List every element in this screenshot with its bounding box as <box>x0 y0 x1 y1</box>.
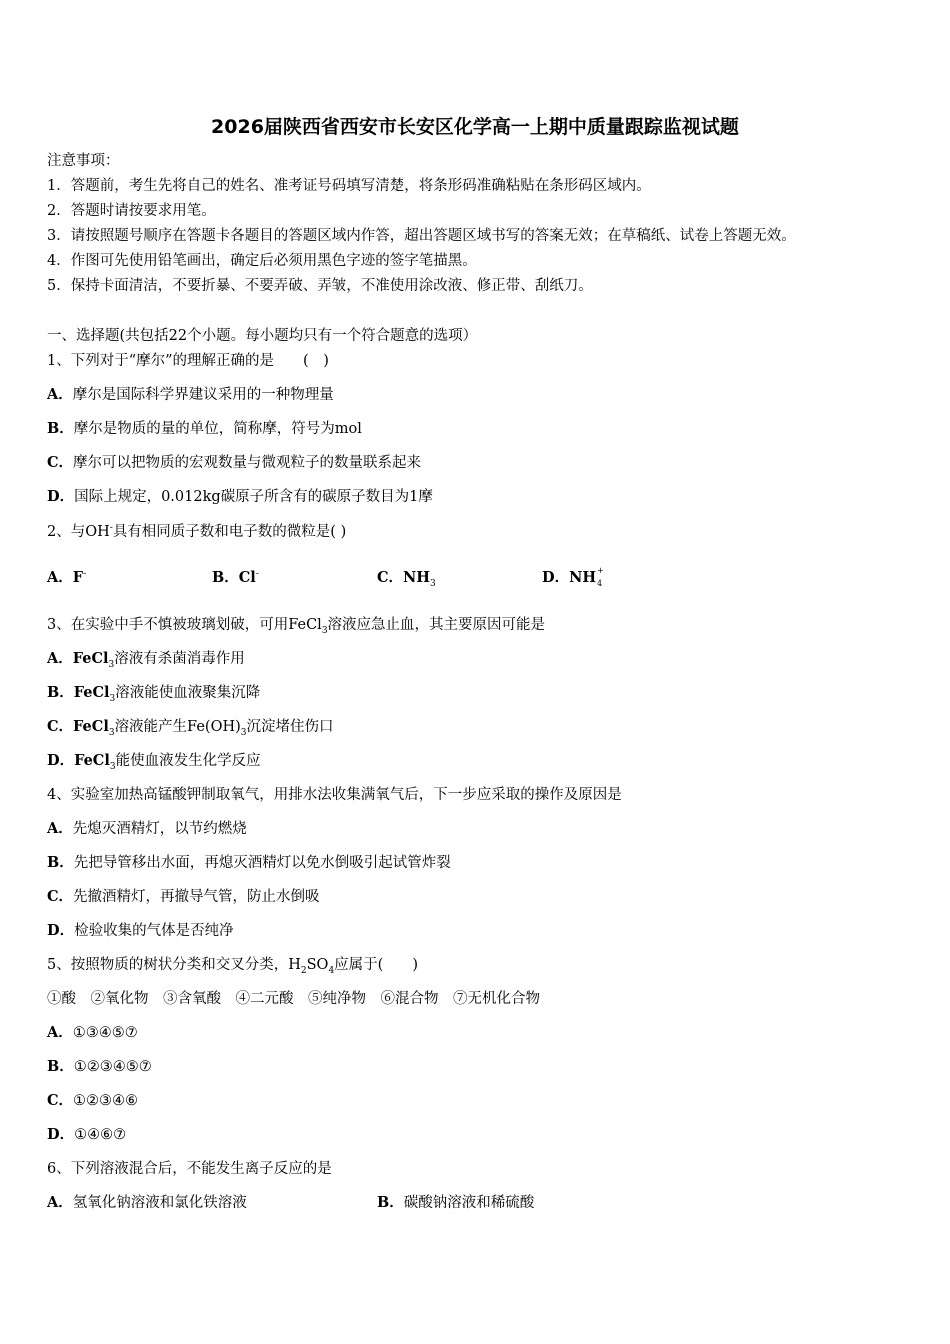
option-item <box>47 1057 152 1077</box>
formula: FeCl <box>74 752 110 769</box>
option-text: 摩尔可以把物质的宏观数量与微观粒子的数量联系起来 <box>73 455 422 471</box>
option-label: C． <box>47 718 74 735</box>
option-item <box>47 751 261 771</box>
option-text: 国际上规定，0.012kg碳原子所含有的碳原子数目为1摩 <box>74 489 433 505</box>
option-item <box>377 568 436 588</box>
option-text: NH <box>569 569 597 586</box>
option-text: 溶液能使血液聚集沉降 <box>115 685 261 701</box>
option-sup: - <box>255 569 259 580</box>
stem-part: 应属于( ) <box>334 957 418 973</box>
option-label: C． <box>377 569 404 586</box>
option-label: A． <box>47 650 73 667</box>
option-text: 先撤酒精灯，再撤导气管，防止水倒吸 <box>73 889 320 905</box>
option-label: D． <box>47 488 75 505</box>
stem-part: 溶液应急止血，其主要原因可能是 <box>327 617 546 633</box>
option-item <box>47 568 86 588</box>
option-text: F <box>72 569 84 586</box>
option-item <box>47 921 234 941</box>
option-text: ①④⑥⑦ <box>74 1127 127 1143</box>
option-label: B． <box>212 569 239 586</box>
notice-heading: 注意事项： <box>47 153 120 169</box>
formula-sub: 3 <box>109 761 116 772</box>
option-text: 碳酸钠溶液和稀硫酸 <box>403 1195 535 1211</box>
stem-sup: - <box>109 523 113 534</box>
notice-item: 4．作图可先使用铅笔画出，确定后必须用黑色字迹的签字笔描黑。 <box>47 253 477 269</box>
stem-sub: 4 <box>328 965 335 976</box>
option-label: D． <box>47 752 75 769</box>
stem-part: 2、与OH <box>47 524 110 540</box>
notice-item: 3．请按照题号顺序在答题卡各题目的答题区域内作答，超出答题区域书写的答案无效；在草稿纸、试卷上答题无效。 <box>47 228 796 244</box>
option-label: C． <box>47 888 74 905</box>
formula-sub: 3 <box>109 693 116 704</box>
option-sub: 4 <box>597 579 603 588</box>
option-text: 溶液能产生Fe(OH) <box>114 719 241 735</box>
option-item <box>47 1193 247 1213</box>
option-item <box>47 717 334 737</box>
formula: FeCl <box>73 718 109 735</box>
stem-sub: 3 <box>321 625 328 636</box>
option-item <box>212 568 259 588</box>
stem-part: 5、按照物质的树状分类和交叉分类，H <box>47 957 301 973</box>
option-label: D． <box>47 922 75 939</box>
option-label: A． <box>47 1024 73 1041</box>
stem-part: 3、在实验中手不慎被玻璃划破，可用FeCl <box>47 617 322 633</box>
option-label: A． <box>47 1194 73 1211</box>
question-stem: 6、下列溶液混合后，不能发生离子反应的是 <box>47 1161 332 1177</box>
option-item <box>47 385 334 405</box>
option-label: A． <box>47 386 73 403</box>
notice-item: 5．保持卡面清洁，不要折暴、不要弄破、弄皱，不准使用涂改液、修正带、刮纸刀。 <box>47 278 593 294</box>
option-label: B． <box>47 684 74 701</box>
option-text: 溶液有杀菌消毒作用 <box>114 651 245 667</box>
option-sub: 3 <box>430 578 436 589</box>
option-text: Cl <box>238 569 256 586</box>
option-item <box>377 1193 534 1213</box>
option-text: ①②③④⑤⑦ <box>73 1059 152 1075</box>
option-label: C． <box>47 454 74 471</box>
page-title: 2026届陕西省西安市长安区化学高一上期中质量跟踪监视试题 <box>211 116 739 138</box>
option-text: ①③④⑤⑦ <box>72 1025 138 1041</box>
notice-item: 1．答题前，考生先将自己的姓名、准考证号码填写清楚，将条形码准确粘贴在条形码区域内。 <box>47 178 651 194</box>
option-item <box>47 1125 126 1145</box>
question-stem: 4、实验室加热高锰酸钾制取氧气，用排水法收集满氧气后，下一步应采取的操作及原因是 <box>47 787 622 803</box>
option-item <box>47 1091 138 1111</box>
stem-part: 具有相同质子数和电子数的微粒是( ) <box>112 524 347 540</box>
option-label: B． <box>47 854 74 871</box>
option-text: 先把导管移出水面，再熄灭酒精灯以免水倒吸引起试管炸裂 <box>73 855 451 871</box>
option-text: ①②③④⑥ <box>73 1093 139 1109</box>
option-item <box>47 887 320 907</box>
option-label: A． <box>47 820 73 837</box>
option-text: 能使血液发生化学反应 <box>115 753 261 769</box>
formula: FeCl <box>73 684 110 701</box>
option-text: 先熄灭酒精灯，以节约燃烧 <box>72 821 247 837</box>
stem-sub: 2 <box>300 965 307 976</box>
option-item <box>542 568 604 588</box>
option-item <box>47 819 247 839</box>
option-text: NH <box>403 569 431 586</box>
question-stem: 1、下列对于“摩尔”的理解正确的是 ( ) <box>47 353 329 369</box>
option-label: B． <box>377 1194 404 1211</box>
option-label: B． <box>47 1058 74 1075</box>
option-label: B． <box>47 420 74 437</box>
stem-part: SO <box>306 957 329 973</box>
formula-sub: 3 <box>240 727 247 738</box>
option-item <box>47 487 433 507</box>
option-label: D． <box>542 569 570 586</box>
option-item <box>47 1023 138 1043</box>
question-stem <box>47 955 418 975</box>
formula-sub: 3 <box>108 727 115 738</box>
category-list: ①酸 ②氧化物 ③含氧酸 ④二元酸 ⑤纯净物 ⑥混合物 ⑦无机化合物 <box>47 991 540 1007</box>
option-sup: - <box>83 569 87 580</box>
question-stem <box>47 522 346 542</box>
option-text: 摩尔是国际科学界建议采用的一种物理量 <box>72 387 334 403</box>
option-item <box>47 853 451 873</box>
option-item <box>47 649 245 669</box>
notice-item: 2．答题时请按要求用笔。 <box>47 203 216 219</box>
option-item <box>47 453 421 473</box>
option-sup: + <box>597 566 604 575</box>
option-item <box>47 419 362 439</box>
option-text: 氢氧化钠溶液和氯化铁溶液 <box>72 1195 247 1211</box>
option-label: D． <box>47 1126 75 1143</box>
option-item <box>47 683 260 703</box>
formula: FeCl <box>72 650 109 667</box>
option-text: 沉淀堵住伤口 <box>246 719 334 735</box>
question-stem <box>47 615 545 635</box>
ion-charge <box>596 566 604 588</box>
option-label: C． <box>47 1092 74 1109</box>
option-label: A． <box>47 569 73 586</box>
option-text: 摩尔是物质的量的单位，简称摩，符号为mol <box>73 421 362 437</box>
formula-sub: 3 <box>108 659 115 670</box>
section-heading: 一、选择题(共包括22个小题。每小题均只有一个符合题意的选项） <box>47 328 478 344</box>
option-text: 检验收集的气体是否纯净 <box>74 923 234 939</box>
